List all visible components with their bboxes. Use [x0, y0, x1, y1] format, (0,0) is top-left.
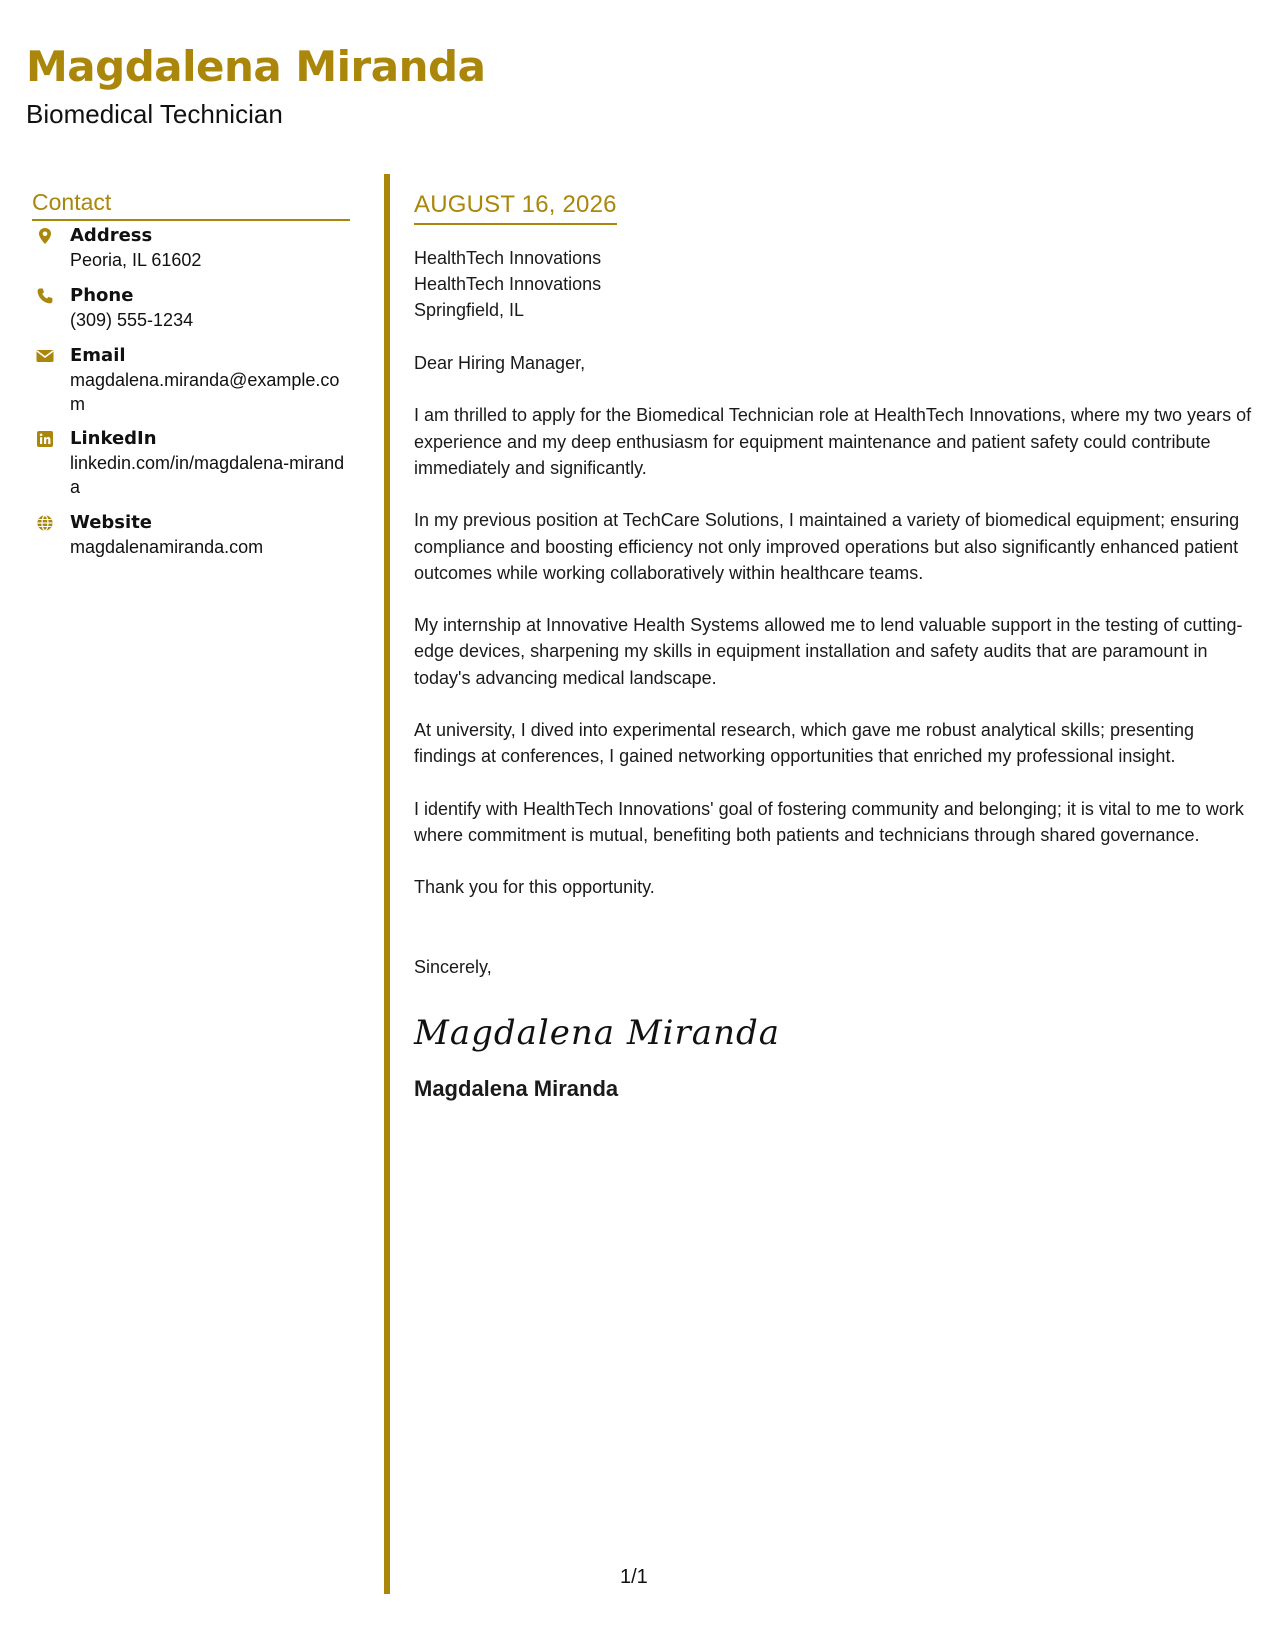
closing: Sincerely, — [414, 956, 492, 977]
contact-label: Phone — [70, 285, 134, 306]
column-divider — [384, 174, 390, 1594]
recipient-line: HealthTech Innovations — [414, 248, 602, 269]
paragraph: Thank you for this opportunity. — [414, 877, 655, 898]
contact-label: LinkedIn — [70, 428, 157, 449]
envelope-icon — [36, 347, 54, 365]
contact-value[interactable]: magdalenamiranda.com — [70, 537, 264, 557]
paragraph: I identify with HealthTech Innovations' goal of fostering community and belonging; it is vital to me to work where commitment is mutual, benefiting both patients and technicians through shared governance. — [414, 798, 1244, 845]
salutation: Dear Hiring Manager, — [414, 353, 586, 374]
contact-value[interactable]: linkedin.com/in/magdalena-miranda — [70, 453, 345, 497]
handwritten-signature: Magdalena Miranda — [414, 1012, 780, 1053]
contact-value[interactable]: magdalena.miranda@example.com — [70, 370, 340, 414]
contact-label: Address — [70, 225, 153, 246]
job-title: Biomedical Technician — [26, 99, 283, 129]
paragraph: I am thrilled to apply for the Biomedical Technician role at HealthTech Innovations, where my two years of experience and my deep enthusiasm for equipment maintenance and patient safety could contribute immediately and significantly. — [414, 405, 1252, 478]
linkedin-icon — [36, 430, 54, 448]
contact-label: Website — [70, 512, 153, 533]
signed-name: Magdalena Miranda — [414, 1075, 619, 1101]
contact-heading: Contact — [32, 190, 350, 221]
phone-icon — [36, 287, 54, 305]
recipient-line: HealthTech Innovations — [414, 274, 602, 295]
recipient-line: Springfield, IL — [414, 300, 525, 321]
contact-value: Peoria, IL 61602 — [70, 250, 202, 270]
page-number: 1/1 — [620, 1566, 648, 1588]
globe-icon — [36, 514, 54, 532]
recipient-block — [414, 245, 1254, 323]
paragraph: At university, I dived into experimental research, which gave me robust analytical skills; presenting findings at conferences, I gained networking opportunities that enriched my professional insight. — [414, 720, 1195, 767]
contact-label: Email — [70, 345, 126, 366]
letter-date: AUGUST 16, 2026 — [414, 192, 617, 225]
candidate-name: Magdalena Miranda — [26, 42, 486, 91]
paragraph: In my previous position at TechCare Solutions, I maintained a variety of biomedical equipment; ensuring compliance and boosting efficiency not only improved operations but also significantly enhanced patient outcomes while working collaboratively within healthcare teams. — [414, 510, 1240, 583]
map-pin-icon — [36, 227, 54, 245]
contact-value: (309) 555-1234 — [70, 310, 194, 330]
cover-letter — [414, 192, 1254, 1102]
paragraph: My internship at Innovative Health Systems allowed me to lend valuable support in the testing of cutting-edge devices, sharpening my skills in equipment installation and safety audits that are paramount in today's advancing medical landscape. — [414, 615, 1243, 688]
